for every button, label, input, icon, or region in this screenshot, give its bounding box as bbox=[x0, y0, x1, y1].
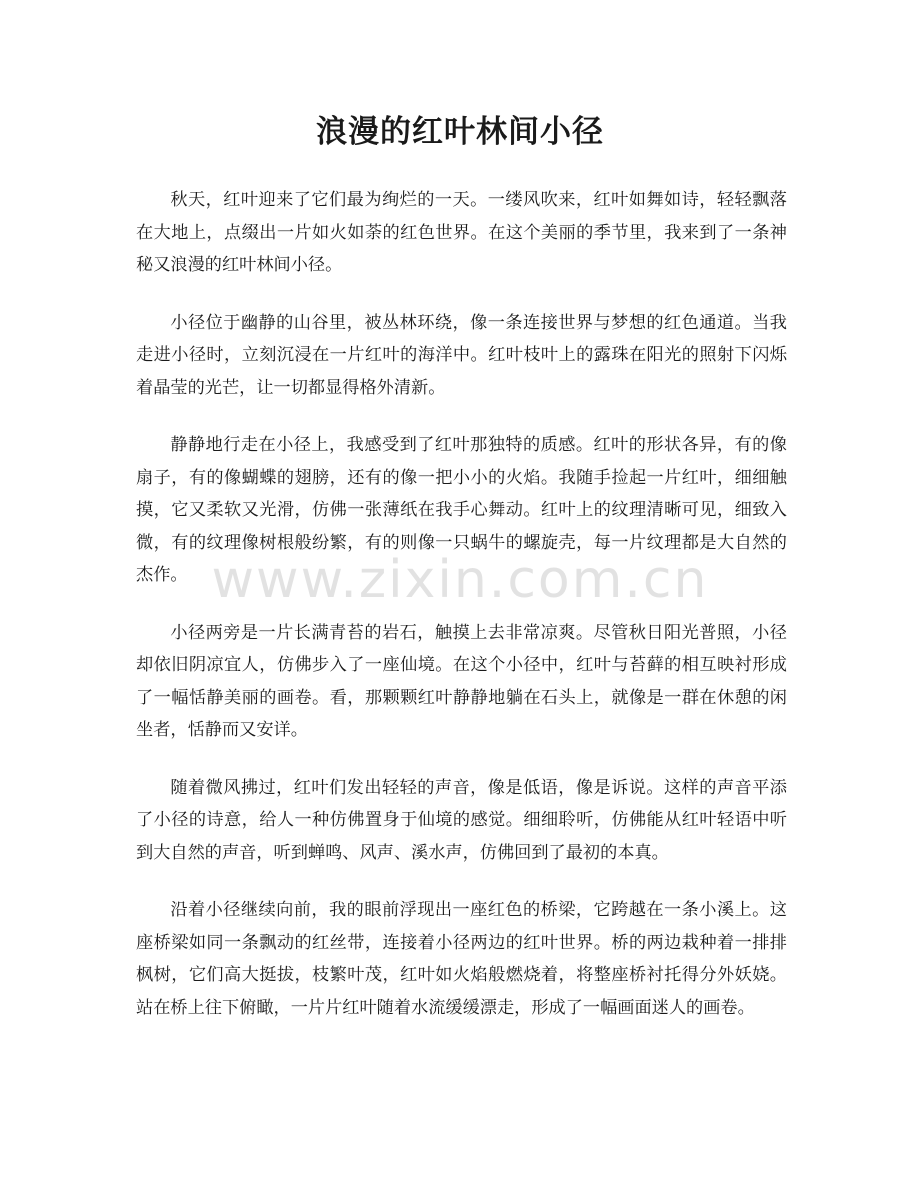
paragraph-2: 小径位于幽静的山谷里，被丛林环绕，像一条连接世界与梦想的红色通道。当我走进小径时，立刻沉浸在一片红叶的海洋中。红叶枝叶上的露珠在阳光的照射下闪烁着晶莹的光芒，让一切都显得格外清新。 bbox=[136, 312, 787, 398]
paragraph-5: 随着微风拂过，红叶们发出轻轻的声音，像是低语，像是诉说。这样的声音平添了小径的诗意，给人一种仿佛置身于仙境的感觉。细细聆听，仿佛能从红叶轻语中听到大自然的声音，听到蝉鸣、风声、溪水声，仿佛回到了最初的本真。 bbox=[136, 777, 787, 863]
page-title: 浪漫的红叶林间小径 bbox=[316, 114, 604, 150]
watermark: www.zixin.com.cn bbox=[211, 550, 709, 610]
paragraph-1: 秋天，红叶迎来了它们最为绚烂的一天。一缕风吹来，红叶如舞如诗，轻轻飘落在大地上，点缀出一片如火如荼的红色世界。在这个美丽的季节里，我来到了一条神秘又浪漫的红叶林间小径。 bbox=[136, 190, 787, 275]
paragraph-3: 静静地行走在小径上，我感受到了红叶那独特的质感。红叶的形状各异，有的像扇子，有的像蝴蝶的翅膀，还有的像一把小小的火焰。我随手捡起一片红叶，细细触摸，它又柔软又光滑，仿佛一张薄纸在我手心舞动。红叶上的纹理清晰可见，细致入微，有的纹理像树根般纷繁，有的则像一只蜗牛的螺旋壳，每一片纹理都是大自然的杰作。 bbox=[136, 435, 787, 585]
article-body bbox=[136, 184, 787, 1049]
paragraph-6: 沿着小径继续向前，我的眼前浮现出一座红色的桥梁，它跨越在一条小溪上。这座桥梁如同一条飘动的红丝带，连接着小径两边的红叶世界。桥的两边栽种着一排排枫树，它们高大挺拔，枝繁叶茂，红叶如火焰般燃烧着，将整座桥衬托得分外妖娆。站在桥上往下俯瞰，一片片红叶随着水流缓缓漂走，形成了一幅画面迷人的画卷。 bbox=[136, 900, 787, 1018]
paragraph-4: 小径两旁是一片长满青苔的岩石，触摸上去非常凉爽。尽管秋日阳光普照，小径却依旧阴凉宜人，仿佛步入了一座仙境。在这个小径中，红叶与苔藓的相互映衬形成了一幅恬静美丽的画卷。看，那颗颗红叶静静地躺在石头上，就像是一群在休憩的闲坐者，恬静而又安详。 bbox=[136, 622, 787, 740]
